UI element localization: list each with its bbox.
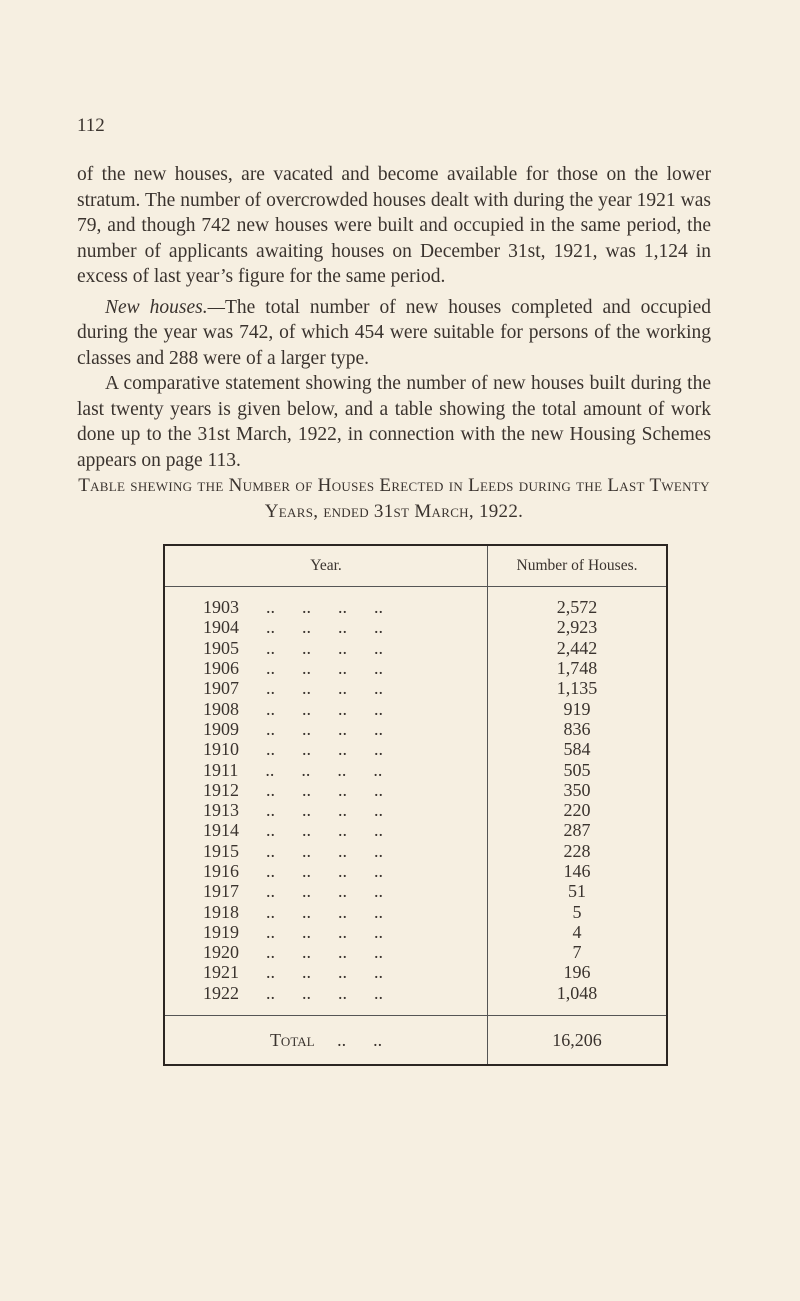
houses-cell: 1,748 <box>488 658 668 678</box>
body-text <box>77 162 711 473</box>
year-cell <box>164 820 488 840</box>
dot-leader: .. .. .. .. <box>266 739 383 760</box>
table-row <box>164 658 667 678</box>
year-cell <box>164 658 488 678</box>
table-title: Table shewing the Number of Houses Erected in Leeds during the Last Twenty Years, ended 31st March, 1922. <box>78 475 710 522</box>
houses-cell: 1,048 <box>488 983 668 1016</box>
houses-cell: 228 <box>488 841 668 861</box>
houses-cell: 350 <box>488 780 668 800</box>
table-row <box>164 962 667 982</box>
year-cell <box>164 719 488 739</box>
year-cell <box>164 922 488 942</box>
table-row <box>164 942 667 962</box>
dot-leader: .. .. .. .. <box>266 637 383 658</box>
houses-cell: 220 <box>488 800 668 820</box>
year-cell <box>164 759 488 779</box>
dot-leader: .. .. .. .. <box>266 678 383 699</box>
table-row <box>164 780 667 800</box>
houses-table <box>163 544 668 1066</box>
year-text: 1920 <box>203 942 239 963</box>
year-cell <box>164 617 488 637</box>
paragraph: A comparative statement showing the number of new houses built during the last twenty years is given below, and a table showing the total amount of work done up to the 31st March, 1922, in connection with the new Housing Schemes appears on page 113. <box>77 373 711 471</box>
houses-cell: 7 <box>488 942 668 962</box>
year-cell <box>164 942 488 962</box>
houses-cell: 196 <box>488 962 668 982</box>
houses-cell: 4 <box>488 922 668 942</box>
year-text: 1914 <box>203 820 239 841</box>
houses-cell: 51 <box>488 881 668 901</box>
table-row <box>164 861 667 881</box>
year-text: 1922 <box>203 982 239 1003</box>
dot-leader: .. .. .. .. <box>266 779 383 800</box>
dot-leader: .. .. .. .. <box>266 840 383 861</box>
page-number: 112 <box>77 115 105 136</box>
table-row <box>164 901 667 921</box>
dot-leader: .. .. .. .. <box>266 942 383 963</box>
year-text: 1917 <box>203 881 239 902</box>
year-cell <box>164 983 488 1016</box>
header-houses: Number of Houses. <box>488 545 668 587</box>
houses-cell: 584 <box>488 739 668 759</box>
year-text: 1907 <box>203 678 239 699</box>
year-text: 1915 <box>203 840 239 861</box>
table-row <box>164 739 667 759</box>
year-text: 1906 <box>203 658 239 679</box>
year-cell <box>164 841 488 861</box>
year-text: 1911 <box>203 759 239 780</box>
total-row <box>164 1015 667 1065</box>
dot-leader: .. .. .. .. <box>266 861 383 881</box>
dot-leader: .. .. .. .. <box>266 921 383 942</box>
year-text: 1910 <box>203 739 239 760</box>
year-text: 1918 <box>203 901 239 922</box>
table-row <box>164 820 667 840</box>
year-text: 1921 <box>203 962 239 983</box>
table-row <box>164 587 667 618</box>
table-row <box>164 881 667 901</box>
table-row <box>164 983 667 1016</box>
table-row <box>164 678 667 698</box>
year-cell <box>164 800 488 820</box>
houses-cell: 919 <box>488 698 668 718</box>
houses-cell: 1,135 <box>488 678 668 698</box>
year-text: 1903 <box>203 597 239 618</box>
year-cell <box>164 901 488 921</box>
table-row <box>164 841 667 861</box>
year-cell <box>164 739 488 759</box>
year-text: 1905 <box>203 637 239 658</box>
dot-leader: .. .. .. .. <box>266 800 383 821</box>
total-label-text: Total <box>269 1029 315 1050</box>
houses-cell: 2,442 <box>488 638 668 658</box>
dot-leader: .. .. .. .. <box>266 881 383 902</box>
year-text: 1904 <box>203 617 239 638</box>
dot-leader: .. .. .. .. <box>266 698 383 719</box>
table-row <box>164 759 667 779</box>
total-leader: .. .. <box>337 1029 383 1050</box>
year-cell <box>164 861 488 881</box>
table-row <box>164 617 667 637</box>
table-row <box>164 800 667 820</box>
dot-leader: .. .. .. .. <box>266 617 383 638</box>
houses-cell: 836 <box>488 719 668 739</box>
year-text: 1916 <box>203 861 239 881</box>
dot-leader: .. .. .. .. <box>266 658 383 679</box>
year-cell <box>164 678 488 698</box>
paragraph-body: The total number of new houses completed and occupied during the year was 742, of which 454 were suitable for persons of the working classes and 288 were of a larger type. <box>77 296 711 369</box>
year-cell <box>164 638 488 658</box>
year-cell <box>164 962 488 982</box>
dot-leader: .. .. .. .. <box>266 597 383 618</box>
year-text: 1908 <box>203 698 239 719</box>
year-text: 1909 <box>203 718 239 739</box>
year-cell <box>164 881 488 901</box>
year-text: 1913 <box>203 800 239 821</box>
header-year: Year. <box>164 545 488 587</box>
year-cell <box>164 587 488 618</box>
table-row <box>164 719 667 739</box>
table-row <box>164 922 667 942</box>
dot-leader: .. .. .. .. <box>266 718 383 739</box>
dot-leader: .. .. .. .. <box>266 820 383 841</box>
houses-cell: 2,923 <box>488 617 668 637</box>
total-label <box>164 1015 488 1065</box>
paragraph <box>77 295 711 372</box>
houses-cell: 5 <box>488 901 668 921</box>
dot-leader: .. .. .. .. <box>266 901 383 922</box>
year-text: 1912 <box>203 779 239 800</box>
table-row <box>164 698 667 718</box>
paragraph-lead: New houses.— <box>105 296 225 318</box>
houses-cell: 505 <box>488 759 668 779</box>
year-cell <box>164 698 488 718</box>
paragraph: of the new houses, are vacated and become available for those on the lower stratum. The number of overcrowded houses dealt with during the year 1921 was 79, and though 742 new houses were built and occupied in the same period, the number of applicants awaiting houses on December 31st, 1921, was 1,124 in excess of last year’s figure for the same period. <box>77 164 711 287</box>
houses-cell: 287 <box>488 820 668 840</box>
dot-leader: .. .. .. .. <box>266 962 383 983</box>
houses-cell: 2,572 <box>488 587 668 618</box>
year-cell <box>164 780 488 800</box>
total-value: 16,206 <box>488 1015 668 1065</box>
year-text: 1919 <box>203 921 239 942</box>
dot-leader: .. .. .. .. <box>266 982 383 1003</box>
table-row <box>164 638 667 658</box>
dot-leader: .. .. .. .. <box>265 759 383 780</box>
houses-cell: 146 <box>488 861 668 881</box>
